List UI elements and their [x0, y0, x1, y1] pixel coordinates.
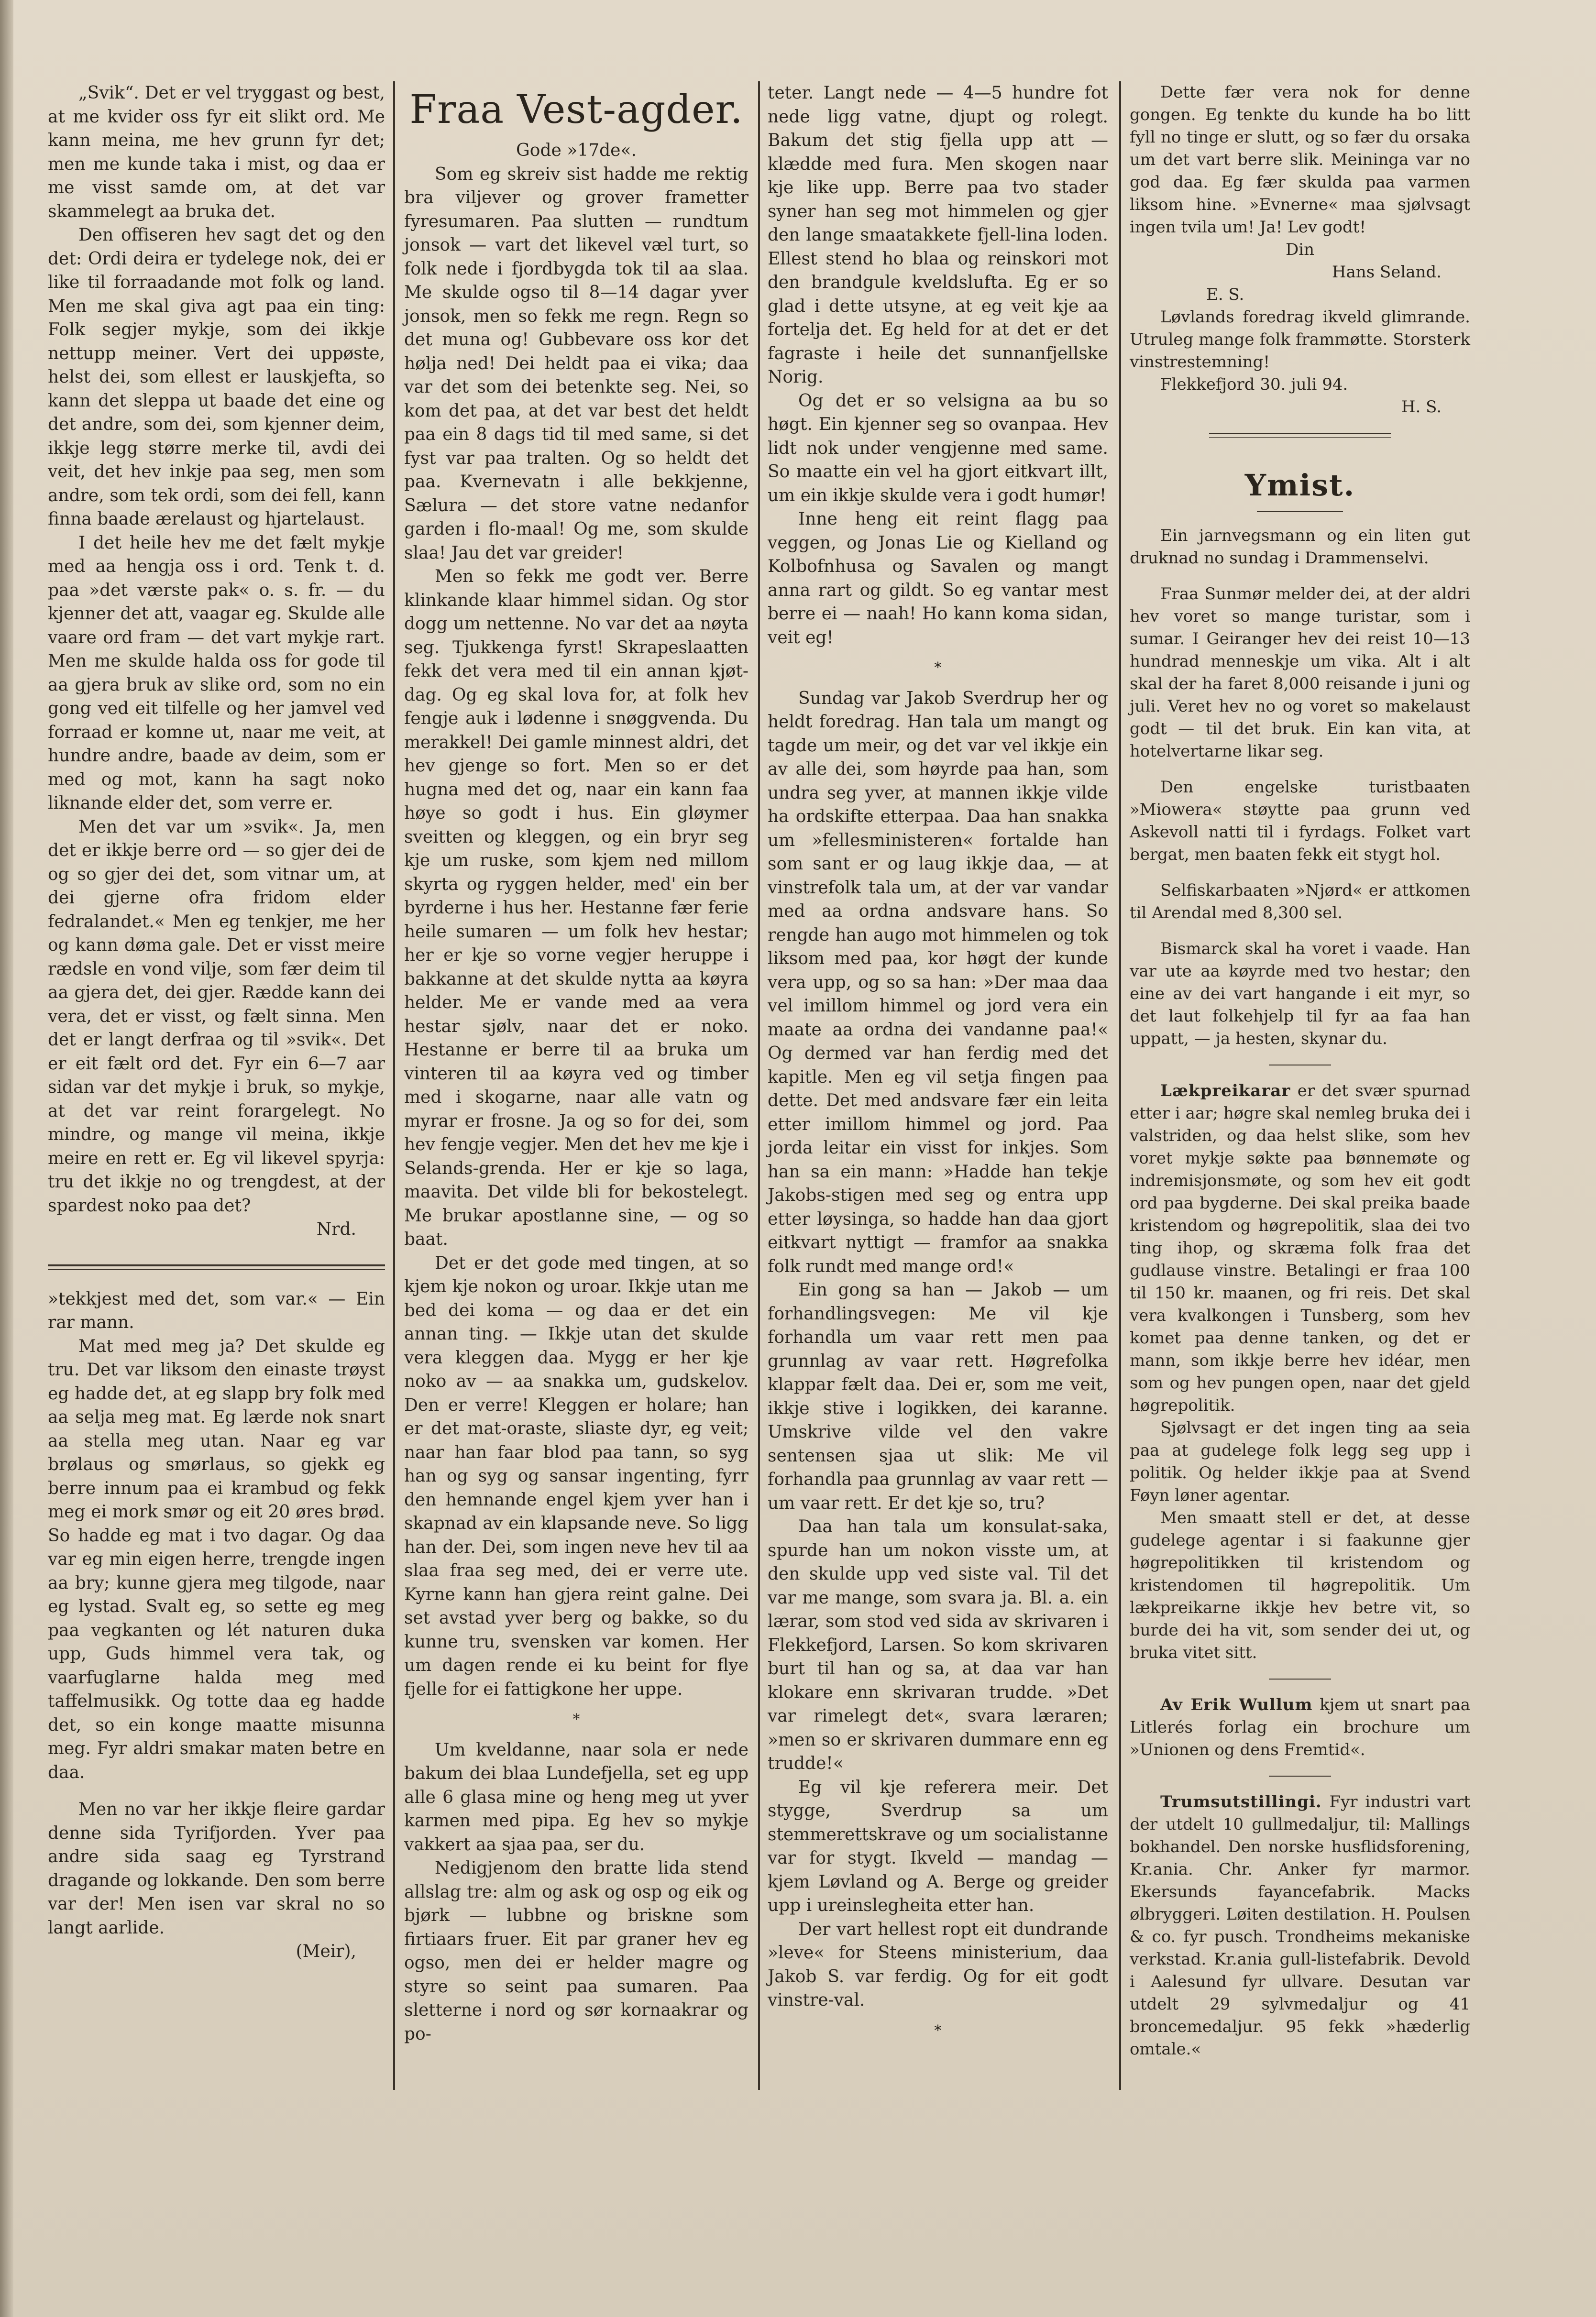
section-title-ymist: Ymist.: [1244, 468, 1355, 503]
article-paragraph: Mat med meg ja? Det skulde eg tru. Det var liksom den einaste trøyst eg hadde det, at eg slapp bry folk med aa selja meg mat. Eg lærde nok snart aa stella meg utan. Naar eg var brølaus og smørlaus, so gjekk eg berre innum paa ei krambud og fekk meg ei mork smør og eit 20 øres brød. So hadde eg mat i tvo dagar. Og daa var eg min eigen herre, trengde ingen aa bry; kunne gjera meg tilgode, naar eg lystad. Svalt eg, so sette eg meg paa vegkanten og lét naturen duka upp, Guds himmel vera tak, og vaarfuglarne halda meg med taffelmusikk. Og totte daa eg hadde det, so ein konge maatte misunna meg. Fyr aldri smakar maten betre en daa.: [48, 1336, 385, 1782]
column-rule: [1119, 81, 1121, 2090]
news-text: er det svær spurnad etter i aar; høgre skal nemleg bruka dei i valstriden, og daa helst slike, som hev voret mykje søkte paa bønnemøte og indremisjonsmøte, og som hev eit godt ord paa bygderne. Dei skal preika baade kristendom og høgrepolitik, slaa dei tvo ting ihop, og skræma folk fraa det gudlause vinstre. Betalingi er fraa 100 til 150 kr. maanen, og fri reis. Det skal vera kvalkongen i Tunsberg, som hev komet paa denne tanken, og det er mann, som ikkje berre hev idéar, men som og hev pungen open, naar det gjeld høgrepolitik.: [1130, 1081, 1470, 1415]
dateline: Flekkefjord 30. juli 94.: [1160, 375, 1348, 394]
signature-initials: E. S.: [1206, 285, 1244, 304]
news-item: [1130, 1791, 1470, 2061]
page-edge: [0, 0, 13, 2317]
column-rule: [393, 81, 395, 2090]
news-item: Sjølvsagt er det ingen ting aa seia paa at gudelege folk legg seg upp i politik. Og helder ikkje paa at Svend Føyn løner agentar.: [1130, 1418, 1470, 1505]
news-item: Selfiskarbaaten »Njørd« er attkomen til Arendal med 8,300 sel.: [1130, 881, 1470, 922]
column-2: [404, 81, 748, 2046]
article-paragraph: Og det er so velsigna aa bu so høgt. Ein kjenner seg so ovanpaa. Hev lidt nok under vengjenne med same. So maatte ein vel ha gjort eitkvart illt, um ein ikkje skulde vera i godt humør!: [768, 391, 1108, 505]
article-paragraph: Inne heng eit reint flagg paa veggen, og Jonas Lie og Kielland og Kolbofnhusa og Savalen og mangt anna rart og gildt. So eg vantar mest berre ei — naah! Ho kann koma sidan, veit eg!: [768, 509, 1108, 648]
article-title: Fraa Vest-agder.: [409, 87, 743, 132]
article-paragraph: Men no var her ikkje fleire gardar denne sida Tyrifjorden. Yver paa andre sida saag eg Tyrstrand dragande og lokkande. Den som berre var der! Men isen var skral no so langt aarlide.: [48, 1800, 385, 1938]
asterism: *: [572, 1711, 580, 1728]
column-3: [768, 81, 1108, 2049]
article-paragraph: I det heile hev me det fælt mykje med aa hengja oss i ord. Tenk t. d. paa »det værste pak« o. s. fr. — du kjenner det att, vaagar eg. Skulde alle vaare ord fram — det vart mykje rart. Men me skulde halda oss for gode til aa gjera bruk av slike ord, som no ein gong ved eit tilfelle og her jamvel ved forraad er komne ut, naar me veit, at hundre andre, baade av deim, som er med og mot, kann ha sagt noko liknande elder det, som verre er.: [48, 533, 385, 813]
lead-term: Av Erik Wullum: [1160, 1695, 1313, 1714]
news-item: Men smaatt stell er det, at desse gudelege agentar i si faakunne gjer høgrepolitikken til kristendom og kristendomen til høgrepolitik. Um lækpreikarne ikkje hev betre vit, so burde dei ha vit, som sender dei ut, og bruka vitet sitt.: [1130, 1508, 1470, 1662]
section-separator: [1209, 433, 1391, 438]
article-paragraph: Eg vil kje referera meir. Det stygge, Sverdrup sa um stemmerettskrave og um socialistanne var for stygt. Ikveld — mandag — kjem Løvland og A. Berge og greider upp i ureinslegheita etter han.: [768, 1777, 1108, 1915]
signature-initials: H. S.: [1401, 397, 1442, 417]
news-item: Den engelske turistbaaten »Miowera« støytte paa grunn ved Askevoll natti til i fyrdags. Folket vart bergat, men baaten fekk eit stygt hol.: [1130, 778, 1470, 864]
article-paragraph: „Svik“. Det er vel tryggast og best, at me kvider oss fyr eit slikt ord. Me kann meina, me hev grunn fyr det; men me kunde taka i mist, og daa er me visst samde om, at det var skammelegt aa bruka det.: [48, 83, 385, 221]
article-paragraph: Men det var um »svik«. Ja, men det er ikkje berre ord — so gjer dei de og so gjer dei det, som vitnar um, at dei gjerne ofra fridom elder fedralandet.« Men eg tenkjer, me her og kann døma gale. Det er visst meire rædsle en vond vilje, som fær deim til aa gjera det, dei gjer. Rædde kann dei vera, det er visst, og fælt sinna. Men det er langt derfraa og til »svik«. Det er eit fælt ord det. Fyr ein 6—7 aar sidan var det mykje i bruk, so mykje, at det var reint forargelegt. No mindre, og mange vil meina, ikkje meire en rett er. Eg vil likevel spyrja: tru det ikkje no og trengdest, at der spardest noko paa det?: [48, 817, 385, 1216]
article-paragraph: Som eg skreiv sist hadde me rektig bra viljever og grover frametter fyresumaren. Paa slutten — rundtum jonsok — vart det likevel væl turt, so folk nede i fjordbygda tok til aa slaa. Me skulde ogso til 8—14 dagar yver jonsok, men so fekk me regn. Regn so det muna og! Gubbevare oss kor det hølja ned! Dei heldt paa ei vika; daa var det som dei betenkte seg. Nei, so kom det paa, at det var best det heldt paa ein 8 dags tid til med same, si det fyst var paa tralten. Og so heldt det paa. Kvernevatn i alle bekkjenne, Sælura — det store vatne nedanfor garden i flo-maal! Og me, som skulde slaa! Jau det var greider!: [404, 164, 748, 563]
article-paragraph: Løvlands foredrag ikveld glimrande. Utruleg mange folk frammøtte. Storsterk vinstrestemning!: [1130, 307, 1470, 372]
signature-name: Hans Seland.: [1332, 263, 1442, 282]
asterism: *: [934, 659, 942, 676]
news-item: Ein jarnvegsmann og ein liten gut druknad no sundag i Drammenselvi.: [1130, 526, 1470, 568]
article-paragraph: Det er det gode med tingen, at so kjem kje nokon og uroar. Ikkje utan me bed dei koma — og daa er det ein annan ting. — Ikkje utan det skulde vera kleggen daa. Mygg er her kje noko av — aa snakka um, gudskelov. Den er verre! Kleggen er holare; han er det mat-oraste, sliaste dyr, eg veit; naar han faar blod paa tann, so syg han og syg og sansar ingenting, fyrr den hemnande engel kjem yver han i skapnad av ein klapsande neve. So ligg han der. Dei, som ingen neve hev til aa slaa fraa seg med, dei er verre ute. Kyrne kann han gjera reint galne. Dei set avstad yver berg og bakke, so du kunne tru, svensken var komen. Her um dagen rende ei ku beint for flye fjelle for ei fattigkone her uppe.: [404, 1253, 748, 1699]
news-text: kjem ut snart paa Litlerés forlag ein brochure um »Unionen og dens Fremtid«.: [1130, 1695, 1470, 1759]
news-item: [1130, 1694, 1470, 1761]
article-paragraph: »tekkjest med det, som var.« — Ein rar mann.: [48, 1289, 385, 1332]
article-subtitle: Gode »17de«.: [516, 141, 637, 160]
article-paragraph: teter. Langt nede — 4—5 hundre fot nede ligg vatne, djupt og rolegt. Bakum det stig fjella upp att — klædde med fura. Men skogen naar kje like upp. Berre paa tvo stader syner han seg mot himmelen og gjer den lange smaatakkete fjell-lina loden. Ellest stend ho blaa og reinskori mot den brandgule kveldslufta. Eg er so glad i dette utsyne, at eg veit kje aa fortelja det. Eg held for at det er det fagraste i heile det sunnanfjellske Norig.: [768, 83, 1108, 387]
news-text: Fyr industri vart der utdelt 10 gullmedaljur, til: Mallings bokhandel. Den norske husflidsforening, Kr.ania. Chr. Anker fyr marmor. Ekersunds fayancefabrik. Macks ølbryggeri. Løiten destilation. H. Poulsen & co. fyr pusch. Trondheims mekaniske verkstad. Kr.ania gull-listefabrik. Devold i Aalesund fyr ullvare. Desutan var utdelt 29 sylvmedaljur og 41 broncemedaljur. 95 fekk »hæderlig omtale.«: [1130, 1792, 1471, 2059]
news-item: [1130, 1080, 1470, 1417]
article-paragraph: Sundag var Jakob Sverdrup her og heldt foredrag. Han tala um mangt og tagde um meir, og det var vel ikkje ein av alle dei, som høyrde paa han, som undra seg yver, at mannen ikkje vilde ha ordskifte etterpaa. Daa han snakka um »fellesministeren« fortalde han som sant er og laug ikkje daa, — at vinstrefolk tala um, at der var vandar med aa ordna andsvare hans. So rengde han augo mot himmelen og tok liksom med paa, kor høgt der kunde vera upp, og so sa han: »Der maa daa vel imillom himmel og jord vera ein maate aa ordna dei vandanne paa!« Og dermed var han ferdig med det kapitle. Men eg vil setja fingen paa dette. Det med andsvare fær ein leita etter imillom himmel og jord. Paa jorda leitar ein visst for inkjes. Som han sa ein mann: »Hadde han tekje Jakobs-stigen med seg og entra upp etter løysinga, so hadde han daa gjort eitkvart nyttigt — framfor aa snakka folk rundt med mange ord!«: [768, 688, 1108, 1276]
section-separator: [48, 1264, 385, 1270]
column-1: [48, 81, 385, 1964]
title-rule: [1257, 511, 1343, 512]
signature: Nrd.: [316, 1219, 356, 1239]
lead-term: Lækpreikarar: [1160, 1081, 1291, 1100]
article-paragraph: Ein gong sa han — Jakob — um forhandlingsvegen: Me vil kje forhandla um vaar rett men paa grunnlag av vaar rett. Høgrefolka klappar fælt daa. Dei er, som me veit, ikkje stive i logikken, dei karanne. Umskrive vilde vel den vakre sentensen sjaa ut slik: Me vil forhandla paa grunnlag av vaar rett — um vaar rett. Er det kje so, tru?: [768, 1280, 1108, 1513]
column-rule: [758, 81, 760, 2090]
article-paragraph: Der vart hellest ropt eit dundrande »leve« for Steens ministerium, daa Jakob S. var ferdig. Og for eit godt vinstre-val.: [768, 1919, 1108, 2010]
article-paragraph: Daa han tala um konsulat-saka, spurde han um nokon visste um, at den skulde upp ved siste val. Til det var me mange, som svara ja. Bl. a. ein lærar, som stod ved sida av skrivaren i Flekkefjord, Larsen. So kom skrivaren burt til han og sa, at daa var han klokare enn skrivaran trudde. »Det var rimelegt det«, svara læraren; »men so er skrivaren dummare enn eg trudde!«: [768, 1517, 1108, 1773]
signature: (Meir),: [296, 1942, 356, 1961]
news-item: Bismarck skal ha voret i vaade. Han var ute aa køyrde med tvo hestar; den eine av dei vart hangande i eit myr, so det laut folkehjelp til fyr aa faa han uppatt, — ja hesten, skynar du.: [1130, 939, 1470, 1048]
article-paragraph: Nedigjenom den bratte lida stend allslag tre: alm og ask og osp og eik og bjørk — lubbne og briskne som firtiaars fruer. Eit par graner hev eg ogso, men dei er helder magre og styre so seint paa sumaren. Paa sletterne i nord og sør kornaakrar og po-: [404, 1858, 748, 2044]
lead-term: Trumsutstillingi.: [1160, 1792, 1322, 1812]
item-separator: [1269, 1679, 1331, 1680]
asterism: *: [934, 2022, 942, 2039]
article-paragraph: Um kveldanne, naar sola er nede bakum dei blaa Lundefjella, set eg upp alle 6 glasa mine og heng meg ut yver karmen med pipa. Eg hev so mykje vakkert aa sjaa paa, ser du.: [404, 1740, 748, 1855]
article-paragraph: Dette fær vera nok for denne gongen. Eg tenkte du kunde ha bo litt fyll no tinge er slutt, og so fær du orsaka um det vart berre slik. Meininga var no god daa. Eg fær skulda paa varmen liksom hine. »Evnerne« maa sjølvsagt ingen tvila um! Ja! Lev godt!: [1130, 83, 1470, 237]
column-4: [1130, 81, 1470, 2061]
item-separator: [1269, 1776, 1331, 1777]
article-paragraph: Men so fekk me godt ver. Berre klinkande klaar himmel sidan. Og stor dogg um nettenne. No var det aa nøyta seg. Tjukkenga fyrst! Skrapeslaatten fekk det vera med til ein annan kjøt-dag. Og eg skal lova for, at folk hev fengje auk i lødenne i snøggvenda. Du merakkel! Dei gamle minnest aldri, det hev gjenge so fort. Men so er det hugna med det og, naar ein kann faa høye so godt i hus. Ein gløymer sveitten og kleggen, og ein bryr seg kje um ruske, som kjem ned millom skyrta og ryggen helder, med' ein ber byrderne i hus her. Hestanne fær ferie heile sumaren — um folk hev hestar; her er kje so vorne vegjer heruppe i bakkanne at det skulde nytta aa køyra helder. Me er vande med aa vera hestar sjølv, naar det er noko. Hestanne er berre til aa bruka um vinteren til aa køyra ved og timber med i skogarne, naar alle vatn og myrar er frosne. Ja og so for dei, som hev fengje vegjer. Men det hev me kje i Selands-grenda. Her er kje so laga, maavita. Det vilde bli for bekostelegt. Me brukar apostlanne sine, — og so baat.: [404, 567, 748, 1249]
news-item: Fraa Sunmør melder dei, at der aldri hev voret so mange turistar, som i sumar. I Geiranger hev dei reist 10—13 hundrad menneskje um vika. Alt i alt skal der ha faret 8,000 reisande i juni og juli. Veret hev no og voret so makelaust godt — til det bruk. Ein kan vita, at hotelvertarne likar seg.: [1130, 584, 1470, 761]
signature-din: Din: [1285, 240, 1315, 259]
article-paragraph: Den offiseren hev sagt det og den det: Ordi deira er tydelege nok, dei er like til forraadande mot folk og land. Men me skal giva agt paa ein ting: Folk segjer mykje, som dei ikkje nettupp meiner. Vert dei uppøste, helst dei, som ellest er lauskjefta, so kann det sleppa ut baade det eine og det andre, som dei, som kjenner deim, ikkje legg større merke til, avdi dei veit, det hev inkje paa seg, men som andre, som tek ordi, som dei fell, kann finna baade ærelaust og hjartelaust.: [48, 225, 385, 529]
